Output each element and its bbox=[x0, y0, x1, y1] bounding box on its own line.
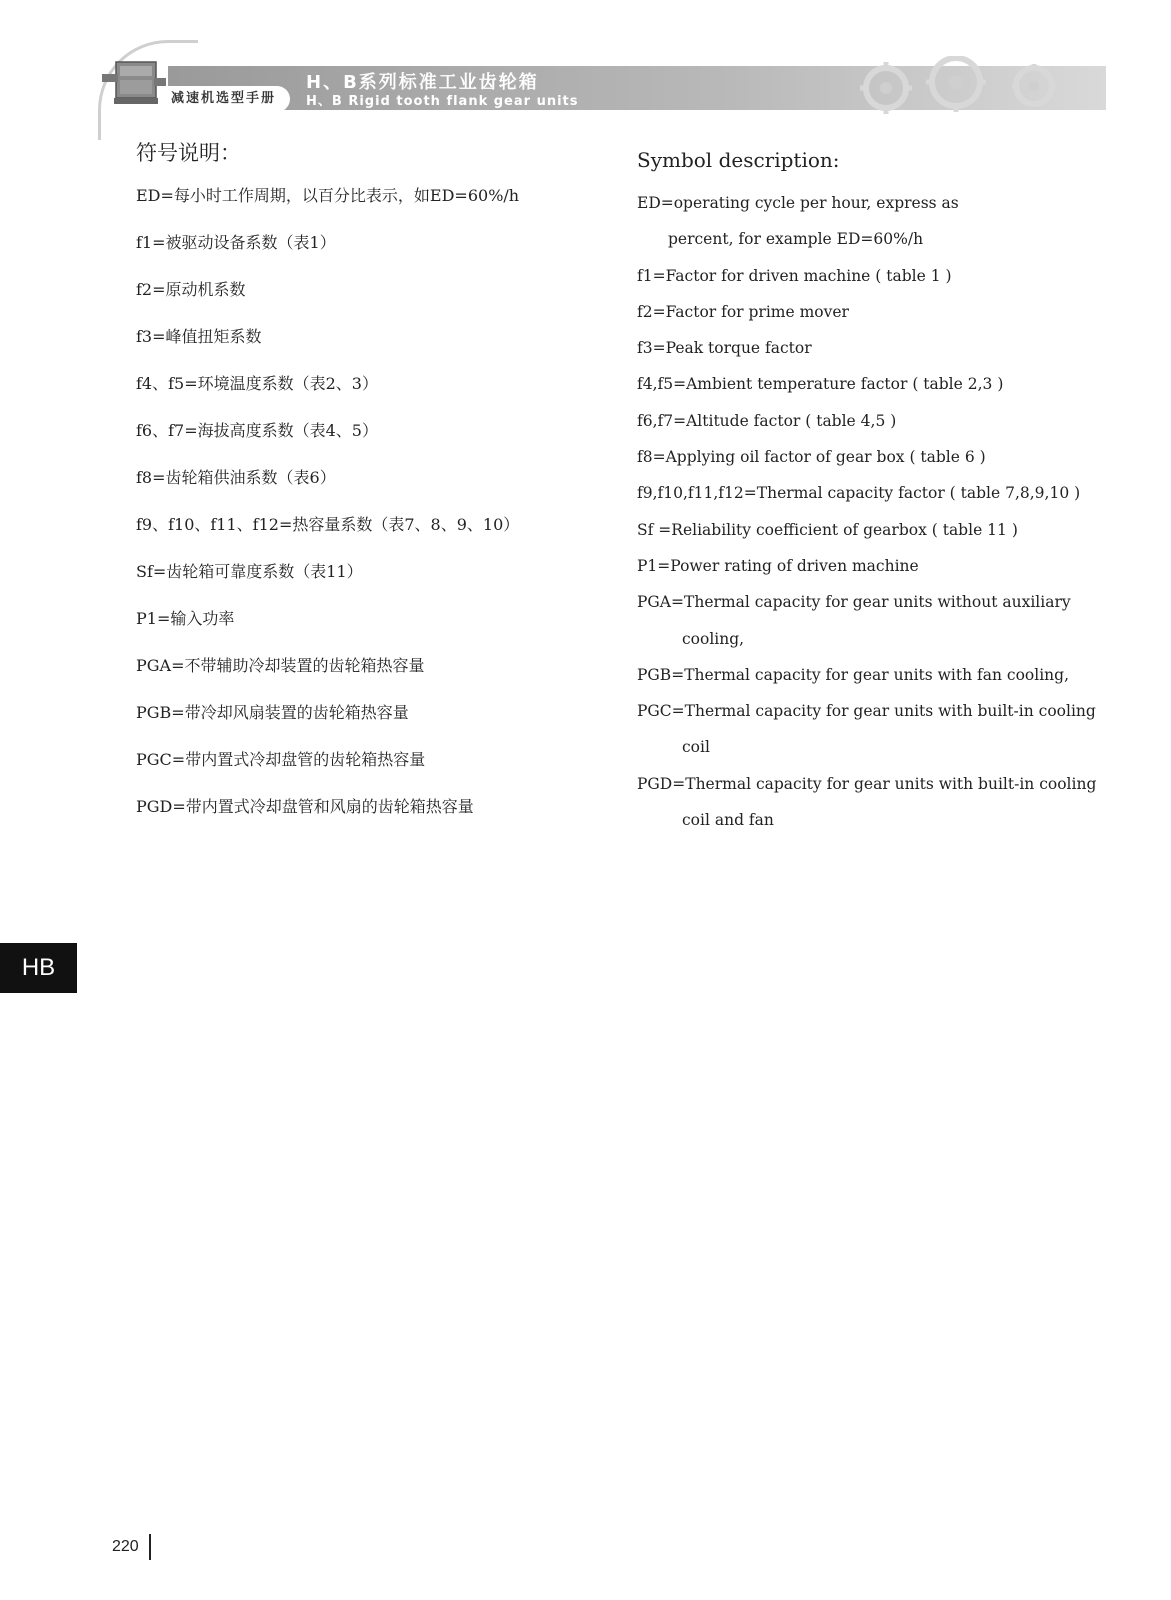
list-item: f3=峰值扭矩系数 bbox=[136, 327, 262, 346]
header-title-en: H、B Rigid tooth flank gear units bbox=[306, 94, 579, 109]
list-item: f8=Applying oil factor of gear box ( table 6 ) bbox=[637, 448, 986, 467]
list-item: f2=Factor for prime mover bbox=[637, 302, 849, 321]
symbol-list-chinese bbox=[136, 138, 596, 843]
list-item: f4,f5=Ambient temperature factor ( table 2,3 ) bbox=[637, 375, 1004, 394]
list-item: ED=每小时工作周期，以百分比表示，如ED=60%/h bbox=[136, 186, 520, 205]
list-item: PGD=带内置式冷却盘管和风扇的齿轮箱热容量 bbox=[136, 797, 474, 816]
list-item: P1=Power rating of driven machine bbox=[637, 556, 919, 575]
gearbox-icon bbox=[98, 48, 168, 116]
list-cn bbox=[136, 185, 596, 843]
list-item bbox=[637, 693, 1097, 766]
list-item bbox=[637, 185, 1097, 258]
list-item: PGB=带冷却风扇装置的齿轮箱热容量 bbox=[136, 703, 409, 722]
symbol-list-english bbox=[637, 145, 1097, 838]
list-item: f9,f10,f11,f12=Thermal capacity factor ( table 7,8,9,10 ) bbox=[637, 484, 1081, 503]
list-item-continuation: coil and fan bbox=[682, 811, 774, 830]
list-item bbox=[637, 584, 1097, 657]
list-item: f4、f5=环境温度系数（表2、3） bbox=[136, 374, 378, 393]
list-item-line: PGC=Thermal capacity for gear units with built-in cooling bbox=[637, 702, 1096, 721]
list-item: P1=输入功率 bbox=[136, 609, 235, 628]
gears-decoration-icon bbox=[838, 56, 1108, 114]
heading-cn: 符号说明： bbox=[136, 141, 241, 165]
heading-en: Symbol description: bbox=[637, 148, 840, 172]
list-item-continuation: percent, for example ED=60%/h bbox=[668, 230, 924, 249]
section-tab-hb: HB bbox=[0, 943, 77, 993]
list-item-line: PGA=Thermal capacity for gear units without auxiliary bbox=[637, 593, 1071, 612]
list-item: f1=Factor for driven machine ( table 1 ) bbox=[637, 266, 952, 285]
page-number: 220 bbox=[112, 1534, 151, 1560]
manual-tag: 减速机选型手册 bbox=[163, 86, 290, 112]
list-item-line: PGD=Thermal capacity for gear units with built-in cooling bbox=[637, 774, 1097, 793]
list-item: Sf=齿轮箱可靠度系数（表11） bbox=[136, 562, 363, 581]
list-item: PGC=带内置式冷却盘管的齿轮箱热容量 bbox=[136, 750, 426, 769]
list-item: f1=被驱动设备系数（表1） bbox=[136, 233, 336, 252]
list-item: f6,f7=Altitude factor ( table 4,5 ) bbox=[637, 411, 897, 430]
list-item-line: ED=operating cycle per hour, express as bbox=[637, 194, 959, 212]
list-item: f6、f7=海拔高度系数（表4、5） bbox=[136, 421, 378, 440]
list-item-continuation: cooling, bbox=[682, 629, 745, 648]
list-item: Sf =Reliability coefficient of gearbox ( table 11 ) bbox=[637, 520, 1018, 539]
list-item: f3=Peak torque factor bbox=[637, 339, 812, 358]
list-item: f8=齿轮箱供油系数（表6） bbox=[136, 468, 336, 487]
list-item: PGB=Thermal capacity for gear units with fan cooling, bbox=[637, 665, 1070, 684]
list-en bbox=[637, 185, 1097, 838]
header-title-cn: H、B系列标准工业齿轮箱 bbox=[306, 72, 539, 93]
list-item-continuation: coil bbox=[682, 738, 710, 757]
list-item bbox=[637, 766, 1097, 839]
list-item: PGA=不带辅助冷却装置的齿轮箱热容量 bbox=[136, 656, 425, 675]
page-header bbox=[98, 40, 1108, 115]
list-item: f2=原动机系数 bbox=[136, 280, 246, 299]
list-item: f9、f10、f11、f12=热容量系数（表7、8、9、10） bbox=[136, 515, 520, 534]
